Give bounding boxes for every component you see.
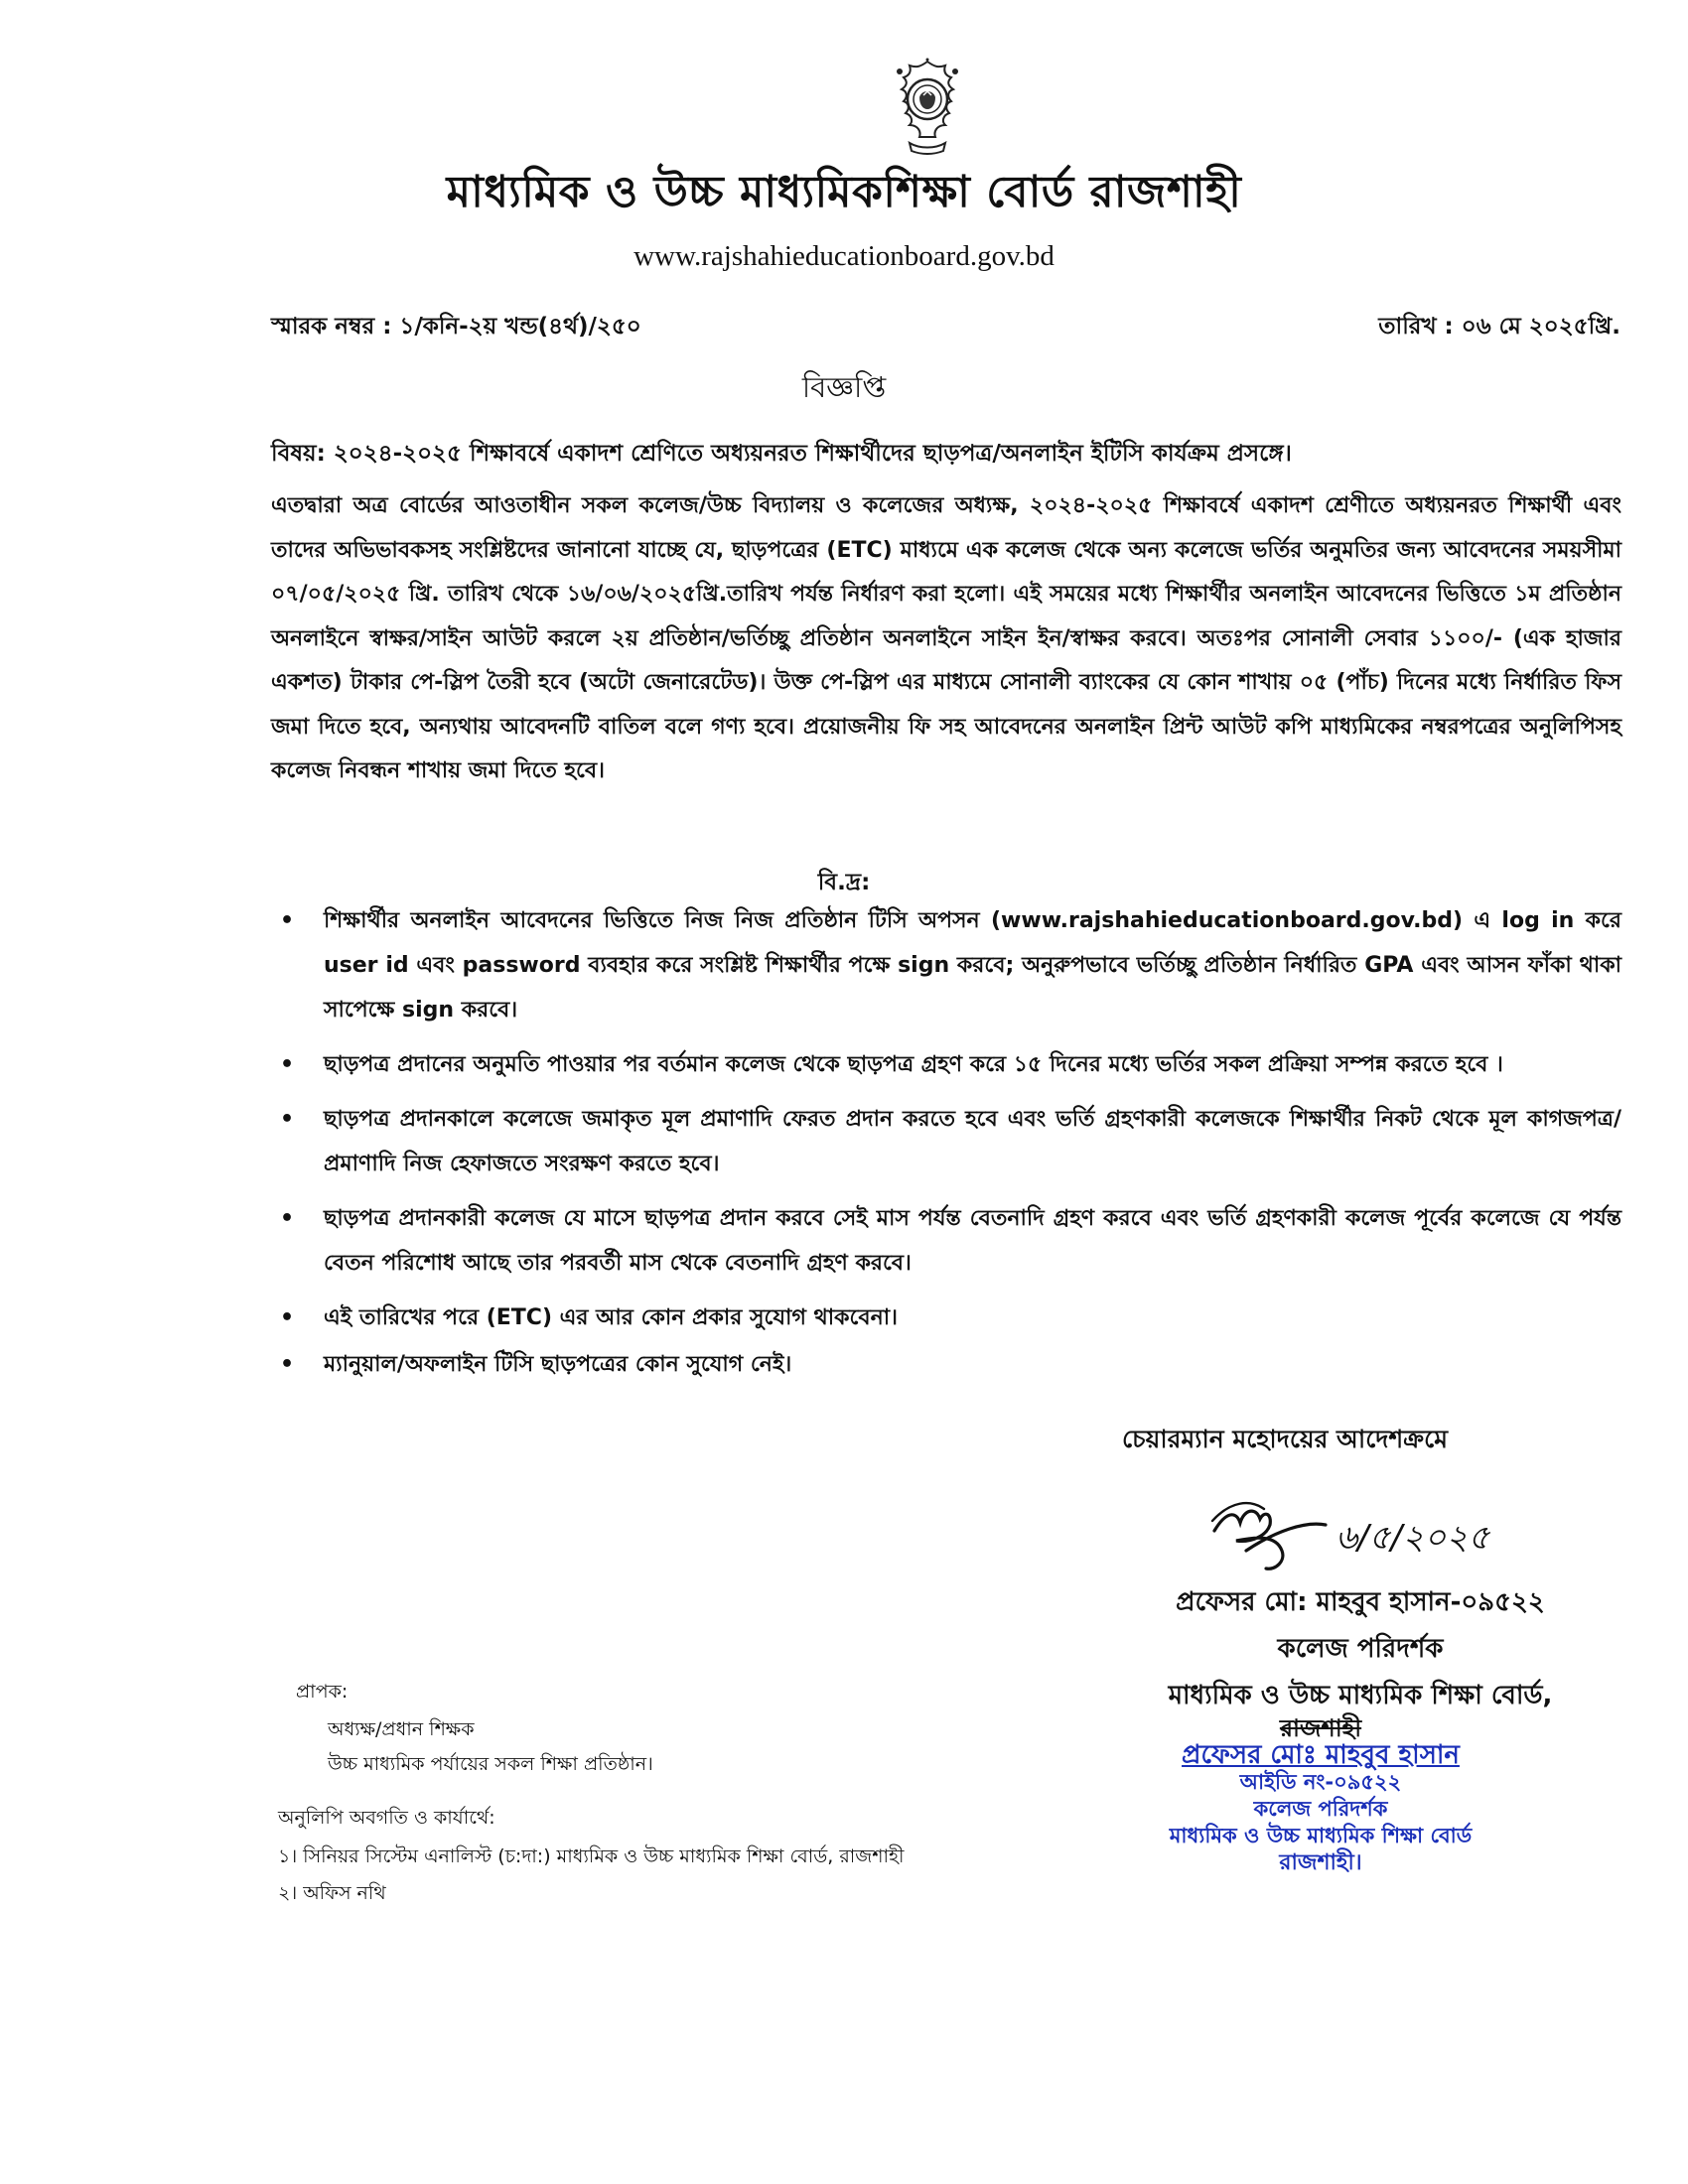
official-stamp	[1087, 1715, 1554, 1876]
note-text: এই তারিখের পরে (ETC) এর আর কোন প্রকার সুযোগ থাকবেনা।	[324, 1305, 898, 1330]
issue-date: তারিখ : ০৬ মে ২০২৫খ্রি.	[1378, 314, 1620, 340]
notice-subject: বিষয়: ২০২৪-২০২৫ শিক্ষাবর্ষে একাদশ শ্রেণিতে অধ্যয়নরত শিক্ষার্থীদের ছাড়পত্র/অনলাইন ইটিসি কার্যক্রম প্রসঙ্গে।	[271, 441, 1292, 467]
stamp-board: মাধ্যমিক ও উচ্চ মাধ্যমিক শিক্ষা বোর্ড	[1169, 1824, 1473, 1847]
signature-date: ৬/৫/২০২৫	[1336, 1518, 1490, 1558]
bullet-icon: •	[280, 1352, 295, 1377]
board-name: মাধ্যমিক ও উচ্চ মাধ্যমিকশিক্ষা বোর্ড রাজশাহী	[446, 167, 1242, 217]
bullet-icon: •	[280, 1206, 295, 1231]
note-title: বি.দ্র:	[817, 870, 871, 895]
handwritten-signature	[1206, 1491, 1564, 1580]
recipient-line: অধ্যক্ষ/প্রধান শিক্ষক	[328, 1718, 475, 1740]
note-list	[278, 898, 1621, 1397]
note-text: ছাড়পত্র প্রদানের অনুমতি পাওয়ার পর বর্তমান কলেজ থেকে ছাড়পত্র গ্রহণ করে ১৫ দিনের মধ্যে ভর্তির সকল প্রক্রিয়া সম্পন্ন করতে হবে ।	[324, 1052, 1503, 1077]
stamp-designation: কলেজ পরিদর্শক	[1253, 1797, 1388, 1821]
memo-number: স্মারক নম্বর : ১/কনি-২য় খন্ড(৪র্থ)/২৫০	[271, 314, 641, 340]
board-website: www.rajshahieducationboard.gov.bd	[633, 240, 1055, 272]
recipient-line: উচ্চ মাধ্যমিক পর্যায়ের সকল শিক্ষা প্রতিষ্ঠান।	[328, 1753, 653, 1775]
list-item	[278, 1342, 1621, 1387]
copy-to-line: ১। সিনিয়র সিস্টেম এনালিস্ট (চ:দা:) মাধ্যমিক ও উচ্চ মাধ্যমিক শিক্ষা বোর্ড, রাজশাহী	[278, 1845, 905, 1867]
officer-name: প্রফেসর মো: মাহবুব হাসান-০৯৫২২	[1176, 1587, 1545, 1617]
note-text: ম্যানুয়াল/অফলাইন টিসি ছাড়পত্রের কোন সুযোগ নেই।	[324, 1352, 792, 1377]
officer-board: মাধ্যমিক ও উচ্চ মাধ্যমিক শিক্ষা বোর্ড,	[1168, 1681, 1553, 1710]
list-item	[278, 898, 1621, 1032]
list-item	[278, 1042, 1621, 1087]
bullet-icon: •	[280, 908, 295, 933]
note-text: ছাড়পত্র প্রদানকালে কলেজে জমাকৃত মূল প্রমাণাদি ফেরত প্রদান করতে হবে এবং ভর্তি গ্রহণকারী কলেজকে শিক্ষার্থীর নিকট থেকে মূল কাগজপত্র/প্রমাণাদি নিজ হেফাজতে সংরক্ষণ করতে হবে।	[324, 1107, 1621, 1176]
stamp-id: আইডি নং-০৯৫২২	[1239, 1770, 1402, 1794]
officer-designation: কলেজ পরিদর্শক	[1277, 1634, 1444, 1664]
officer-city: রাজশাহী	[1279, 1714, 1362, 1742]
notice-title: বিজ্ঞপ্তি	[801, 370, 887, 404]
copy-to-label: অনুলিপি অবগতি ও কার্যার্থে:	[278, 1807, 495, 1829]
list-item	[278, 1097, 1621, 1186]
recipient-label: প্রাপক:	[296, 1681, 349, 1703]
bullet-icon: •	[280, 1305, 295, 1330]
notice-body: এতদ্বারা অত্র বোর্ডের আওতাধীন সকল কলেজ/উচ্চ বিদ্যালয় ও কলেজের অধ্যক্ষ, ২০২৪-২০২৫ শিক্ষাবর্ষে একাদশ শ্রেণীতে অধ্যয়নরত শিক্ষার্থী এবং তাদের অভিভাবকসহ সংশ্লিষ্টদের জানানো যাচ্ছে যে, ছাড়পত্রের (ETC) মাধ্যমে এক কলেজ থেকে অন্য কলেজে ভর্তির অনুমতির জন্য আবেদনের সময়সীমা ০৭/০৫/২০২৫ খ্রি. তারিখ থেকে ১৬/০৬/২০২৫খ্রি.তারিখ পর্যন্ত নির্ধারণ করা হলো। এই সময়ের মধ্যে শিক্ষার্থীর অনলাইন আবেদনের ভিত্তিতে ১ম প্রতিষ্ঠান অনলাইনে স্বাক্ষর/সাইন আউট করলে ২য় প্রতিষ্ঠান/ভর্তিচ্ছু প্রতিষ্ঠান অনলাইনে সাইন ইন/স্বাক্ষর করবে। অতঃপর সোনালী সেবার ১১০০/- (এক হাজার একশত) টাকার পে-স্লিপ তৈরী হবে (অটো জেনারেটেড)। উক্ত পে-স্লিপ এর মাধ্যমে সোনালী ব্যাংকের যে কোন শাখায় ০৫ (পাঁচ) দিনের মধ্যে নির্ধারিত ফিস জমা দিতে হবে, অন্যথায় আবেদনটি বাতিল বলে গণ্য হবে। প্রয়োজনীয় ফি সহ আবেদনের অনলাইন প্রিন্ট আউট কপি মাধ্যমিকের নম্বরপত্রের অনুলিপিসহ কলেজ নিবন্ধন শাখায় জমা দিতে হবে।	[271, 493, 1621, 783]
stamp-name: প্রফেসর মোঃ মাহবুব হাসান	[1182, 1740, 1460, 1770]
list-item	[278, 1296, 1621, 1340]
note-text: ছাড়পত্র প্রদানকারী কলেজ যে মাসে ছাড়পত্র প্রদান করবে সেই মাস পর্যন্ত বেতনাদি গ্রহণ করবে এবং ভর্তি গ্রহণকারী কলেজ পূর্বের কলেজে যে পর্যন্ত বেতন পরিশোধ আছে তার পরবর্তী মাস থেকে বেতনাদি গ্রহণ করবে।	[324, 1206, 1621, 1276]
stamp-city: রাজশাহী।	[1279, 1850, 1362, 1875]
list-item	[278, 1196, 1621, 1286]
copy-to-line: ২। অফিস নথি	[278, 1882, 386, 1904]
order-line: চেয়ারম্যান মহোদয়ের আদেশক্রমে	[1122, 1425, 1449, 1453]
bullet-icon: •	[280, 1107, 295, 1132]
bullet-icon: •	[280, 1052, 295, 1077]
note-text: শিক্ষার্থীর অনলাইন আবেদনের ভিত্তিতে নিজ নিজ প্রতিষ্ঠান টিসি অপসন (www.rajshahieducationboard.gov.bd) এ log in করে user id এবং password ব্যবহার করে সংশ্লিষ্ট শিক্ষার্থীর পক্ষে sign করবে; অনুরুপভাবে ভর্তিচ্ছু প্রতিষ্ঠান নির্ধারিত GPA এবং আসন ফাঁকা থাকা সাপেক্ষে sign করবে।	[324, 908, 1621, 1023]
board-emblem-icon	[880, 58, 975, 157]
